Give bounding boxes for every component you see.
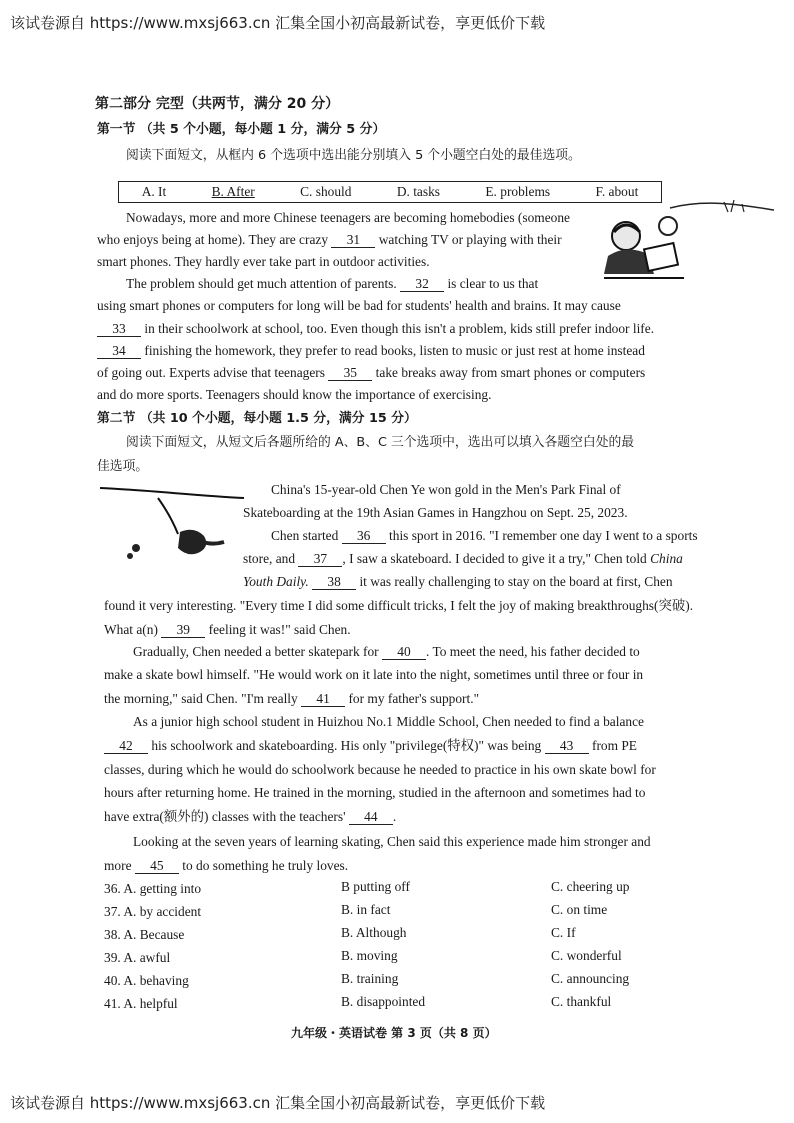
- blank-35: 35: [328, 365, 372, 381]
- option-b: B putting off: [341, 879, 410, 894]
- blank-39: 39: [161, 622, 205, 638]
- s2-line-5: Youth Daily. 38 it was really challenging to stay on the board at first, Chen: [243, 574, 673, 589]
- option-b: B. disappointed: [341, 994, 426, 1009]
- blank-32: 32: [400, 276, 444, 292]
- page-footer: 九年级・英语试卷 第 3 页（共 8 页）: [291, 1026, 497, 1040]
- bottom-watermark: 该试卷源自 https://www.mxsj663.cn 汇集全国小初高最新试卷，享更低价下载: [10, 1094, 546, 1112]
- option-b: B. Although: [341, 925, 407, 940]
- option-e: E. problems: [485, 184, 551, 199]
- s2-line-12: 42 his schoolwork and skateboarding. His only "privilege(特权)" was being 43 from PE: [104, 737, 637, 755]
- skateboarder-illustration: [98, 482, 248, 572]
- s1-line-9: and do more sports. Teenagers should know the importance of exercising.: [97, 387, 492, 402]
- option-a: 38. A. Because: [104, 927, 185, 942]
- s2-line-6: found it very interesting. "Every time I did some difficult tricks, I felt the joy of making breakthroughs(突破).: [104, 598, 694, 613]
- s2-line-4: store, and 37 , I saw a skateboard. I decided to give it a try," Chen told China: [243, 551, 683, 566]
- s2-line-10: the morning," said Chen. "I'm really 41 for my father's support.": [104, 691, 480, 706]
- option-b: B. moving: [341, 948, 398, 963]
- s2-line-7: What a(n) 39 feeling it was!" said Chen.: [104, 622, 351, 637]
- option-b: B. in fact: [341, 902, 391, 917]
- option-c: C. wonderful: [551, 948, 622, 963]
- section1-instruction: 阅读下面短文，从框内 6 个选项中选出能分别填入 5 个小题空白处的最佳选项。: [126, 148, 581, 163]
- blank-38: 38: [312, 574, 356, 590]
- option-b: B. After: [211, 184, 255, 199]
- option-a: 39. A. awful: [104, 950, 171, 965]
- s2-line-14: hours after returning home. He trained in the morning, studied in the afternoon and sometimes had to: [104, 785, 646, 800]
- option-c: C. on time: [551, 902, 608, 917]
- section2-title: 第二节 （共 10 个小题，每小题 1.5 分，满分 15 分）: [97, 411, 417, 426]
- blank-41: 41: [301, 691, 345, 707]
- s2-line-13: classes, during which he would do schoolwork because he needed to practice in his own skate bowl for: [104, 762, 656, 777]
- option-c: C. If: [551, 925, 576, 940]
- s2-line-15: have extra(额外的) classes with the teachers' 44 .: [104, 809, 397, 824]
- s1-line-1: Nowadays, more and more Chinese teenagers are becoming homebodies (someone: [126, 210, 570, 225]
- s1-line-3: smart phones. They hardly ever take part in outdoor activities.: [97, 254, 430, 269]
- s1-line-2: who enjoys being at home). They are crazy 31 watching TV or playing with their: [97, 232, 562, 247]
- option-a: 40. A. behaving: [104, 973, 189, 988]
- part-title: 第二部分 完型（共两节，满分 20 分）: [95, 96, 340, 112]
- s1-line-5: using smart phones or computers for long will be bad for students' health and brains. It may cause: [97, 298, 621, 313]
- option-a: 36. A. getting into: [104, 881, 202, 896]
- s1-line-4: The problem should get much attention of parents. 32 is clear to us that: [126, 276, 539, 291]
- option-f: F. about: [595, 184, 639, 199]
- blank-33: 33: [97, 321, 141, 337]
- option-d: D. tasks: [396, 184, 440, 199]
- s2-line-11: As a junior high school student in Huizhou No.1 Middle School, Chen needed to find a balance: [133, 714, 644, 729]
- section2-instruction-2: 佳选项。: [97, 459, 149, 474]
- options-box: [118, 181, 662, 203]
- blank-34: 34: [97, 343, 141, 359]
- s2-line-3: Chen started 36 this sport in 2016. "I remember one day I went to a sports: [271, 528, 698, 543]
- blank-43: 43: [545, 738, 589, 754]
- section2-instruction-1: 阅读下面短文，从短文后各题所给的 A、B、C 三个选项中，选出可以填入各题空白处的最: [126, 435, 635, 450]
- s2-line-9: make a skate bowl himself. "He would work on it late into the night, sometimes until three or four in: [104, 667, 644, 682]
- s1-line-7: 34 finishing the homework, they prefer to read books, listen to music or just rest at home instead: [97, 342, 645, 360]
- s1-line-6: 33 in their schoolwork at school, too. Even though this isn't a problem, kids still prefer indoor life.: [97, 320, 654, 338]
- s2-line-8: Gradually, Chen needed a better skatepark for 40 . To meet the need, his father decided to: [133, 644, 640, 659]
- option-a: 37. A. by accident: [104, 904, 202, 919]
- blank-36: 36: [342, 528, 386, 544]
- option-a: 41. A. helpful: [104, 996, 178, 1011]
- boy-with-phone-illustration: [598, 196, 788, 286]
- blank-31: 31: [331, 232, 375, 248]
- blank-44: 44: [349, 809, 393, 825]
- option-b: B. training: [341, 971, 399, 986]
- s2-line-2: Skateboarding at the 19th Asian Games in Hangzhou on Sept. 25, 2023.: [243, 505, 628, 520]
- s2-line-17: more 45 to do something he truly loves.: [104, 858, 349, 873]
- option-c: C. thankful: [551, 994, 612, 1009]
- blank-45: 45: [135, 858, 179, 874]
- option-a: A. It: [141, 184, 167, 199]
- blank-37: 37: [298, 551, 342, 567]
- s2-line-16: Looking at the seven years of learning skating, Chen said this experience made him stronger and: [133, 834, 651, 849]
- blank-42: 42: [104, 738, 148, 754]
- s2-line-1: China's 15-year-old Chen Ye won gold in the Men's Park Final of: [271, 482, 621, 497]
- top-watermark: 该试卷源自 https://www.mxsj663.cn 汇集全国小初高最新试卷，享更低价下载: [10, 14, 546, 32]
- s1-line-8: of going out. Experts advise that teenagers 35 take breaks away from smart phones or computers: [97, 365, 646, 380]
- option-c: C. cheering up: [551, 879, 630, 894]
- blank-40: 40: [382, 644, 426, 660]
- section1-title: 第一节 （共 5 个小题，每小题 1 分，满分 5 分）: [97, 122, 386, 137]
- option-c: C. should: [300, 184, 352, 199]
- option-c: C. announcing: [551, 971, 630, 986]
